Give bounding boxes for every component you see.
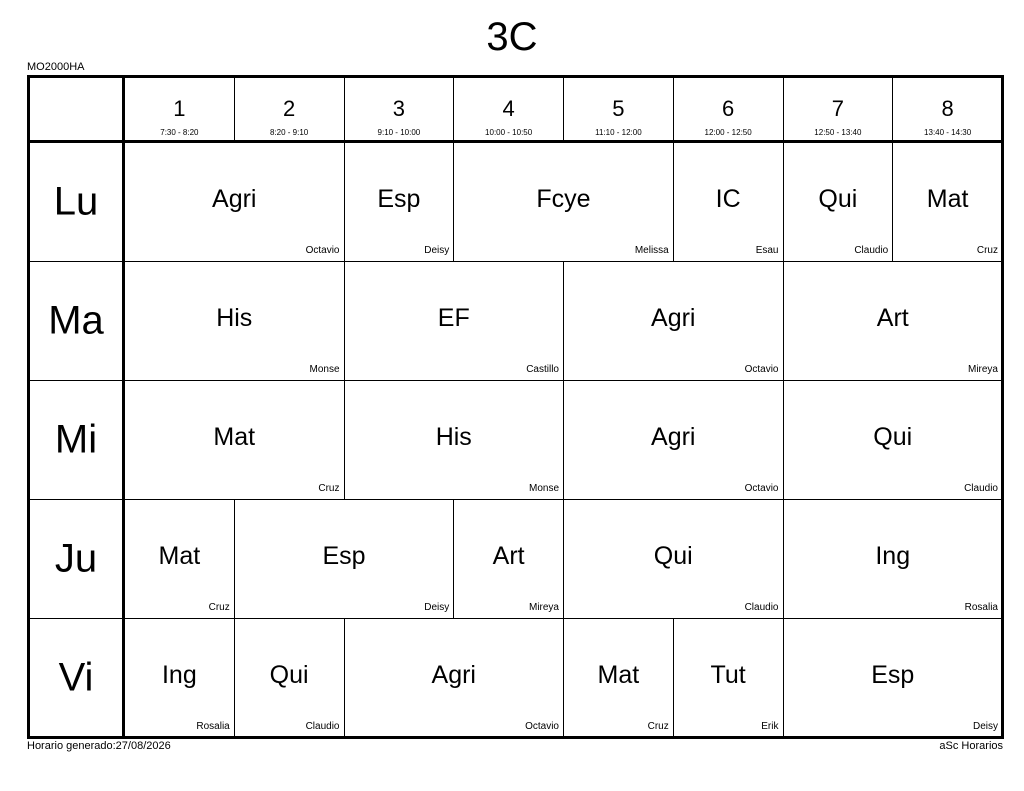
lesson-teacher: Cruz [976,245,998,256]
lesson-cell [235,619,345,738]
day-label: Lu [53,179,99,224]
lesson-cell [784,262,1004,381]
period-time: 11:10 - 12:00 [595,128,642,137]
lesson-teacher: Deisy [972,721,998,732]
period-number: 4 [502,96,515,121]
period-time: 10:00 - 10:50 [485,128,533,137]
lesson-teacher: Claudio [854,245,889,256]
period-number: 8 [941,96,954,121]
lesson-teacher: Claudio [964,483,998,494]
period-header [345,78,455,143]
lesson-subject: Art [876,304,909,332]
lesson-subject: Fcye [536,185,591,213]
day-label: Ma [48,298,104,343]
period-number: 1 [173,96,186,121]
period-header [125,78,235,143]
day-header [30,143,125,262]
lesson-subject: Agri [651,423,696,451]
lesson-teacher: Octavio [525,721,559,732]
period-number: 6 [722,96,735,121]
lesson-subject: Qui [269,661,309,689]
lesson-teacher: Octavio [744,364,779,375]
lesson-cell [125,143,345,262]
period-header [454,78,564,143]
corner-cell [30,78,125,143]
timetable-title: 3C [486,15,538,59]
lesson-cell [564,381,784,500]
lesson-teacher: Claudio [305,721,340,732]
lesson-cell [564,262,784,381]
lesson-teacher: Octavio [744,483,779,494]
lesson-teacher: Melissa [634,245,669,256]
day-header [30,500,125,619]
day-label: Mi [54,417,98,462]
lesson-subject: Art [492,542,525,570]
period-number: 2 [283,96,296,121]
lesson-subject: IC [715,185,741,213]
period-time: 12:50 - 13:40 [814,128,862,137]
lesson-cell [784,500,1004,619]
period-time: 8:20 - 9:10 [270,128,309,137]
lesson-cell [345,381,565,500]
lesson-subject: Agri [431,661,476,689]
day-label: Ju [54,536,98,581]
lesson-teacher: Cruz [647,721,669,732]
lesson-cell [893,143,1003,262]
lesson-subject: Agri [212,185,257,213]
day-header [30,262,125,381]
timetable-code: MO2000HA [27,61,85,73]
lesson-subject: Qui [818,185,858,213]
day-label: Vi [58,655,94,700]
period-header [893,78,1003,143]
lesson-cell [454,500,564,619]
period-number: 3 [392,96,405,121]
lesson-cell [345,619,565,738]
lesson-subject: Ing [875,542,911,570]
lesson-cell [125,381,345,500]
lesson-teacher: Monse [309,364,340,375]
lesson-cell [784,619,1004,738]
period-time: 13:40 - 14:30 [924,128,972,137]
lesson-subject: Esp [377,185,421,213]
generated-date: Horario generado:27/08/2026 [27,740,171,752]
timetable-grid [27,75,1004,739]
lesson-teacher: Erik [761,721,779,732]
lesson-subject: Esp [322,542,366,570]
lesson-cell [235,500,455,619]
lesson-cell [454,143,674,262]
lesson-subject: Esp [871,661,915,689]
period-header [674,78,784,143]
day-header [30,381,125,500]
lesson-subject: Mat [158,542,201,570]
period-header [784,78,894,143]
period-number: 5 [612,96,625,121]
lesson-teacher: Cruz [318,483,340,494]
lesson-teacher: Mireya [528,602,559,613]
lesson-subject: Mat [926,185,969,213]
lesson-teacher: Rosalia [964,602,998,613]
brand-label: aSc Horarios [939,740,1003,752]
lesson-subject: Mat [597,661,640,689]
lesson-teacher: Deisy [424,245,450,256]
period-number: 7 [831,96,844,121]
lesson-subject: His [435,423,472,451]
lesson-cell [784,381,1004,500]
period-time: 7:30 - 8:20 [160,128,199,137]
lesson-subject: Ing [161,661,197,689]
lesson-cell [345,262,565,381]
lesson-subject: Agri [651,304,696,332]
lesson-cell [784,143,894,262]
lesson-cell [125,500,235,619]
lesson-cell [125,619,235,738]
period-header [235,78,345,143]
lesson-subject: His [216,304,253,332]
day-header [30,619,125,738]
lesson-teacher: Cruz [208,602,230,613]
lesson-cell [564,500,784,619]
lesson-subject: Mat [213,423,256,451]
lesson-cell [125,262,345,381]
lesson-teacher: Rosalia [196,721,230,732]
lesson-teacher: Claudio [744,602,779,613]
lesson-teacher: Deisy [424,602,450,613]
lesson-teacher: Mireya [967,364,998,375]
lesson-subject: EF [437,304,470,332]
lesson-subject: Tut [710,661,746,689]
period-time: 12:00 - 12:50 [704,128,752,137]
lesson-teacher: Monse [528,483,559,494]
period-header [564,78,674,143]
lesson-subject: Qui [873,423,913,451]
lesson-cell [564,619,674,738]
lesson-cell [674,619,784,738]
lesson-teacher: Esau [755,245,779,256]
lesson-cell [674,143,784,262]
lesson-subject: Qui [653,542,693,570]
period-time: 9:10 - 10:00 [377,128,421,137]
lesson-teacher: Castillo [526,364,559,375]
lesson-teacher: Octavio [305,245,340,256]
lesson-cell [345,143,455,262]
